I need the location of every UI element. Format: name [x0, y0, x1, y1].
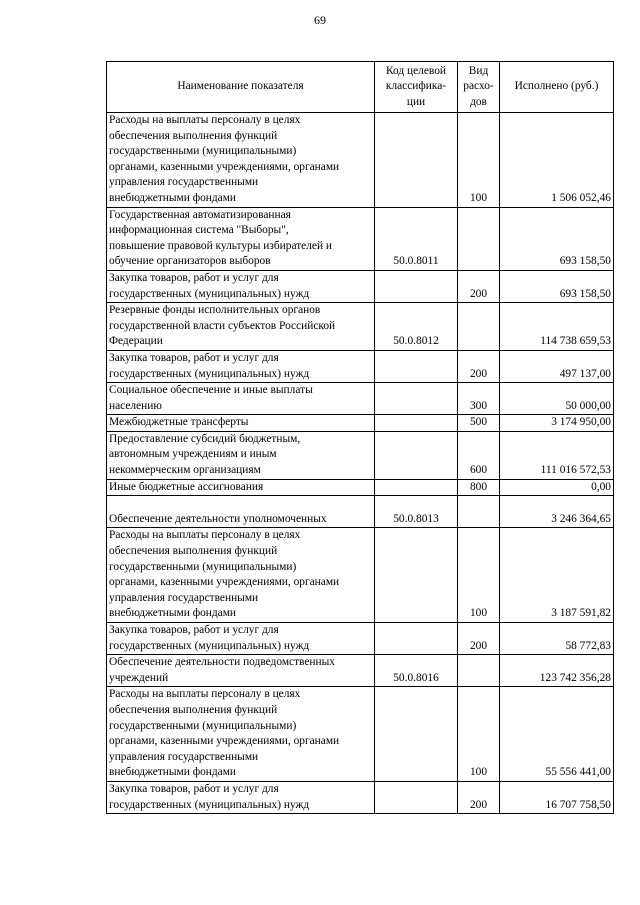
cell-sum: 111 016 572,53 [500, 431, 614, 479]
cell-code: 50.0.8013 [375, 496, 458, 528]
cell-type [458, 303, 500, 351]
cell-name: Межбюджетные трансферты [107, 415, 375, 432]
cell-name: Расходы на выплаты персоналу в целях обеспечения выполнения функций государственными (муниципальными) органами, казенными учреждениями, органами управления государственными внебюджетными фондами [107, 687, 375, 782]
cell-name: Расходы на выплаты персоналу в целях обеспечения выполнения функций государственными (муниципальными) органами, казенными учреждениями, органами управления государственными внебюджетными фондами [107, 528, 375, 623]
cell-name: Социальное обеспечение и иные выплаты населению [107, 383, 375, 415]
table-row [107, 303, 614, 351]
table-row [107, 781, 614, 813]
cell-type: 500 [458, 415, 500, 432]
header-type: Вид расхо-дов [458, 62, 500, 113]
cell-code [375, 415, 458, 432]
cell-name: Расходы на выплаты персоналу в целях обеспечения выполнения функций государственными (муниципальными) органами, казенными учреждениями, органами управления государственными внебюджетными фондами [107, 113, 375, 208]
cell-name: Государственная автоматизированная информационная система "Выборы", повышение правовой культуры избирателей и обучение организаторов выборов [107, 207, 375, 270]
header-name: Наименование показателя [107, 62, 375, 113]
table-row [107, 415, 614, 432]
table-row [107, 270, 614, 302]
table-row [107, 479, 614, 496]
cell-sum: 3 187 591,82 [500, 528, 614, 623]
cell-type: 200 [458, 350, 500, 382]
cell-code: 50.0.8016 [375, 655, 458, 687]
cell-code [375, 431, 458, 479]
cell-sum: 55 556 441,00 [500, 687, 614, 782]
cell-code [375, 781, 458, 813]
page-number: 69 [314, 13, 326, 27]
cell-code [375, 350, 458, 382]
table-body [107, 113, 614, 814]
cell-type: 100 [458, 687, 500, 782]
header-sum: Исполнено (руб.) [500, 62, 614, 113]
cell-sum: 114 738 659,53 [500, 303, 614, 351]
cell-code [375, 623, 458, 655]
cell-code [375, 528, 458, 623]
table-header-row [107, 62, 614, 113]
cell-sum: 1 506 052,46 [500, 113, 614, 208]
cell-code [375, 479, 458, 496]
cell-sum: 693 158,50 [500, 270, 614, 302]
cell-code [375, 270, 458, 302]
table-row [107, 113, 614, 208]
cell-type: 200 [458, 781, 500, 813]
table-row [107, 655, 614, 687]
cell-type [458, 655, 500, 687]
cell-type: 200 [458, 270, 500, 302]
cell-type: 100 [458, 528, 500, 623]
header-code: Код целевой классифика-ции [375, 62, 458, 113]
cell-sum: 123 742 356,28 [500, 655, 614, 687]
cell-name: Закупка товаров, работ и услуг для государственных (муниципальных) нужд [107, 270, 375, 302]
cell-name: Иные бюджетные ассигнования [107, 479, 375, 496]
table-row [107, 207, 614, 270]
budget-table [106, 61, 614, 814]
cell-type: 600 [458, 431, 500, 479]
cell-sum: 0,00 [500, 479, 614, 496]
cell-name: Обеспечение деятельности подведомственных учреждений [107, 655, 375, 687]
cell-code [375, 687, 458, 782]
cell-name: Закупка товаров, работ и услуг для государственных (муниципальных) нужд [107, 781, 375, 813]
cell-sum: 3 174 950,00 [500, 415, 614, 432]
cell-sum: 693 158,50 [500, 207, 614, 270]
table-row [107, 528, 614, 623]
cell-name: Предоставление субсидий бюджетным, автономным учреждениям и иным некоммерческим организациям [107, 431, 375, 479]
table-row [107, 383, 614, 415]
cell-sum: 497 137,00 [500, 350, 614, 382]
cell-sum: 50 000,00 [500, 383, 614, 415]
cell-type: 300 [458, 383, 500, 415]
cell-sum: 16 707 758,50 [500, 781, 614, 813]
cell-code [375, 383, 458, 415]
table-row [107, 350, 614, 382]
cell-name: Обеспечение деятельности уполномоченных [107, 496, 375, 528]
cell-type [458, 496, 500, 528]
cell-type: 800 [458, 479, 500, 496]
table-row [107, 431, 614, 479]
cell-name: Резервные фонды исполнительных органов государственной власти субъектов Российской Федерации [107, 303, 375, 351]
cell-name: Закупка товаров, работ и услуг для государственных (муниципальных) нужд [107, 623, 375, 655]
cell-code [375, 113, 458, 208]
table-row [107, 623, 614, 655]
table-row [107, 687, 614, 782]
table-row [107, 496, 614, 528]
cell-sum: 3 246 364,65 [500, 496, 614, 528]
cell-code: 50.0.8012 [375, 303, 458, 351]
cell-code: 50.0.8011 [375, 207, 458, 270]
cell-type [458, 207, 500, 270]
cell-type: 200 [458, 623, 500, 655]
cell-sum: 58 772,83 [500, 623, 614, 655]
cell-name: Закупка товаров, работ и услуг для государственных (муниципальных) нужд [107, 350, 375, 382]
cell-type: 100 [458, 113, 500, 208]
